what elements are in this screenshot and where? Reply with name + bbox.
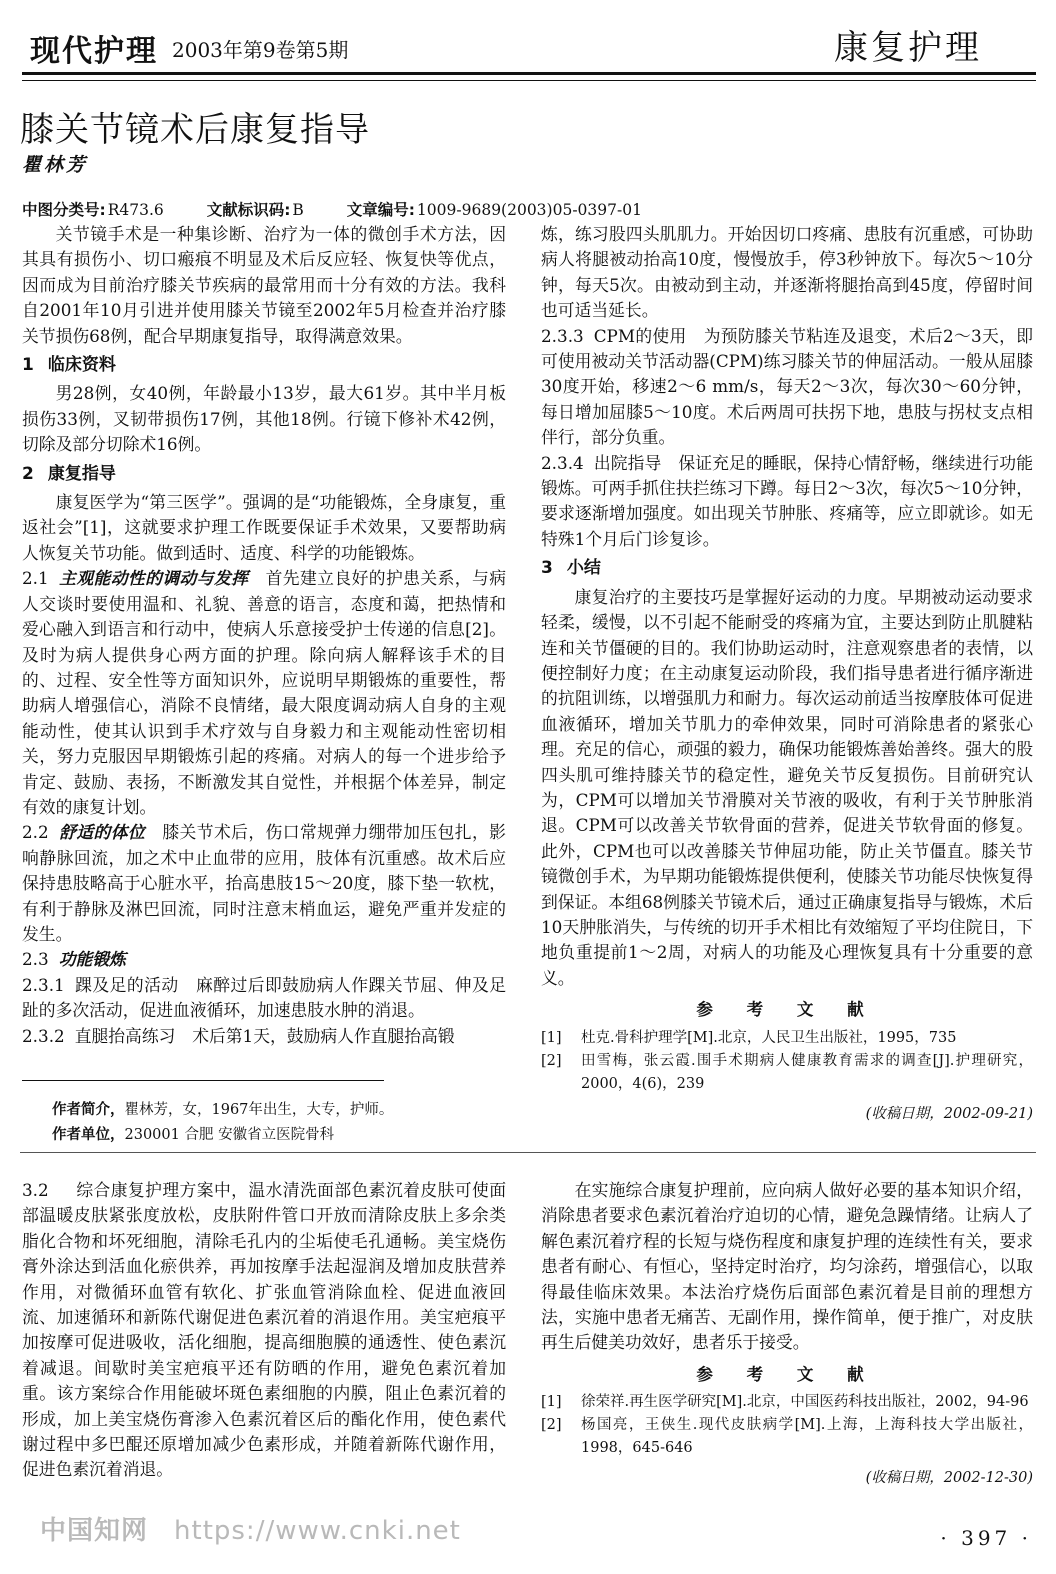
continued-received-date: (收稿日期，2002-12-30) [865,1470,1033,1487]
section-2-3-1-label: 踝及足的活动 [74,974,179,995]
section-2-2-text: 膝关节术后，伤口常规弹力绷带加压包扎，影响静脉回流，加之术中止血带的应用，肢体有沉重感。故术后应保持患肢略高于心脏水平，抬高患肢15～20度，膝下垫一软枕，有利于静脉及淋巴回流，同时注意末梢血运，避免严重并发症的发生。 [22,822,506,944]
author-footnote [52,1098,393,1148]
section-2-1-paragraph [22,566,506,820]
section-2-3-1-paragraph [22,973,506,1024]
section-2-3-number: 2.3 [22,949,49,970]
journal-issue: 2003年第9卷第5期 [172,38,349,62]
watermark-name: 中国知网 [40,1516,149,1546]
author-bio-text: 瞿林芳，女，1967年出生，大专，护师。 [124,1102,394,1118]
section-1-title: 临床资料 [47,355,116,376]
section-2-text: 康复医学为“第三医学”。强调的是“功能锻炼，全身康复，重返社会”[1]，这就要求护理工作既要保证手术效果，又要帮助病人恢复关节功能。做到适时、适度、科学的功能锻炼。 [22,492,506,563]
article-no-label: 文章编号: [346,201,415,219]
article-no-value: 1009-9689(2003)05-0397-01 [416,201,642,219]
section-2-3-2-paragraph [22,1024,506,1049]
reference-text: 徐荣祥.再生医学研究[M].北京，中国医药科技出版社，2002，94-96 [581,1394,1029,1411]
section-2-3-2-text: 术后第1天，鼓励病人作直腿抬高锻 [192,1025,455,1046]
section-name: 康复护理 [834,28,982,68]
section-2-3-1-text: 麻醉过后即鼓励病人作踝关节屈、伸及足趾的多次活动，促进血液循环，加速患肢水肿的消退。 [22,974,506,1021]
article-meta [22,198,642,220]
section-3-2-paragraph [22,1178,506,1483]
continued-right-column [541,1178,1033,1492]
section-2-3-3-paragraph [541,324,1033,451]
section-3-text: 康复治疗的主要技巧是掌握好运动的力度。早期被动运动要求轻柔，缓慢，以不引起不能耐受的疼痛为宜，主要达到防止肌腱粘连和关节僵硬的目的。我们协助运动时，注意观察患者的表情，以便控制好力度；在主动康复运动阶段，我们指导患者进行循序渐进的抗阻训练，以增强肌力和耐力。每次运动前适当按摩肢体可促进血液循环，增加关节肌力的牵伸效果，同时可消除患者的紧张心理。充足的信心，顽强的毅力，确保功能锻炼善始善终。强大的股四头肌可维持膝关节的稳定性，避免关节反复损伤。目前研究认为，CPM可以增加关节滑膜对关节液的吸收，有利于关节肿胀消退。CPM可以改善关节软骨面的营养，促进关节软骨面的修复。此外，CPM也可以改善膝关节伸屈功能，防止关节僵直。膝关节镜微创手术，为早期功能锻炼提供便利，使膝关节功能尽快恢复得到保证。本组68例膝关节镜术后，通过正确康复指导与锻炼，术后10天肿胀消失，与传统的切开手术相比有效缩短了平均住院日，下地负重提前1～2周，对病人的功能及心理恢复具有十分重要的意义。 [541,586,1033,988]
section-2-3-4-paragraph [541,451,1033,553]
section-2-heading [22,462,506,487]
section-1-heading [22,353,506,378]
section-3-heading [541,556,1033,581]
reference-text: 田雪梅，张云霞.围手术期病人健康教育需求的调查[J].护理研究，2000，4(6)，239 [581,1052,1033,1092]
section-3-2-number: 3.2 [22,1180,49,1200]
section-3-title: 小结 [566,558,601,579]
section-2-3-1-number: 2.3.1 [22,974,65,995]
cnki-watermark [40,1510,461,1547]
reference-number: [2] [541,1417,562,1434]
section-2-2-label: 舒适的体位 [58,822,146,843]
section-1-text: 男28例，女40例，年龄最小13岁，最大61岁。其中半月板损伤33例，叉韧带损伤17例，其他18例。行镜下修补术42例，切除及部分切除术16例。 [22,383,506,455]
section-2-3-heading [22,947,506,972]
section-2-3-label: 功能锻炼 [58,949,126,970]
section-2-1-number: 2.1 [22,568,49,589]
section-2-3-2-continued: 炼，练习股四头肌肌力。开始因切口疼痛、患肢有沉重感，可协助病人将腿被动抬高10度，慢慢放手，停3秒钟放下。每次5～10分钟，每天5次。由被动到主动，并逐渐将腿抬高到45度，停留时间也可适当延长。 [541,224,1033,321]
intro-paragraph: 关节镜手术是一种集诊断、治疗为一体的微创手术方法，因其具有损伤小、切口瘢痕不明显及术后反应轻、恢复快等优点，因而成为目前治疗膝关节疾病的最常用而十分有效的方法。我科自2001年10月引进并使用膝关节镜至2002年5月检查并治疗膝关节损伤68例，配合早期康复指导，取得满意效果。 [22,224,506,346]
continued-left-column [22,1178,506,1483]
reference-number: [1] [541,1029,562,1046]
reference-item [541,1414,1033,1460]
reference-text: 杨国亮，王侠生.现代皮肤病学[M].上海，上海科技大学出版社，1998，645-646 [581,1417,1033,1457]
section-2-3-3-label: CPM的使用 [593,325,687,346]
section-3-number: 3 [541,558,553,579]
reference-item [541,1391,1033,1414]
author-unit-text: 230001 合肥 安徽省立医院骨科 [124,1127,335,1143]
article-right-column [541,222,1033,1127]
footnote-rule [22,1080,384,1081]
continued-right-text: 在实施综合康复护理前，应向病人做好必要的基本知识介绍，消除患者要求色素沉着治疗迫切的心情，避免急躁情绪。让病人了解色素沉着疗程的长短与烧伤程度和康复护理的连续性有关，要求患者有耐心、有恒心，坚持定时治疗，均匀涂药，增强信心，以取得最佳临床效果。本法治疗烧伤后面部色素沉着是目前的理想方法，实施中患者无痛苦、无副作用，操作简单，便于推广，对皮肤再生后健美功效好，患者乐于接受。 [541,1180,1033,1353]
page-number: · 397 · [940,1526,1032,1550]
author-unit-label: 作者单位， [52,1127,125,1143]
section-2-2-paragraph [22,820,506,947]
reference-item [541,1050,1033,1096]
section-2-3-3-number: 2.3.3 [541,325,584,346]
clc-value: R473.6 [107,201,164,219]
section-2-3-3-text: 为预防膝关节粘连及退变，术后2～3天，即可使用被动关节活动器(CPM)练习膝关节的伸屈活动。一般从屈膝30度开始，移速2～6 mm/s，每天2～3次，每次30～60分钟，每日增加屈膝5～10度。术后两周可扶拐下地，患肢与拐杖支点相伴行，部分负重。 [541,325,1033,448]
reference-number: [1] [541,1394,562,1411]
reference-item [541,1027,1033,1050]
author-unit [52,1123,393,1148]
section-2-3-4-text: 保证充足的睡眠，保持心情舒畅，继续进行功能锻炼。可两手抓住扶拦练习下蹲。每日2～3次，每次5～10分钟，要求逐渐增加强度。如出现关节肿胀、疼痛等，应立即就诊。如无特殊1个月后门诊复诊。 [541,452,1033,549]
continued-references-title: 参 考 文 献 [696,1364,878,1384]
page-header [22,10,1036,74]
reference-text: 杜克.骨科护理学[M].北京，人民卫生出版社，1995，735 [581,1029,957,1046]
header-rule [22,72,1036,81]
section-2-2-number: 2.2 [22,822,49,843]
doc-code-label: 文献标识码: [206,201,291,219]
author-bio [52,1098,393,1123]
section-1-number: 1 [22,355,34,376]
section-2-3-4-number: 2.3.4 [541,452,584,473]
references-title: 参 考 文 献 [696,1000,878,1020]
clc-label: 中图分类号: [22,201,106,219]
section-2-1-label: 主观能动性的调动与发挥 [58,568,249,589]
watermark-url: https://www.cnki.net [174,1516,461,1546]
reference-number: [2] [541,1052,562,1069]
received-date: (收稿日期，2002-09-21) [865,1105,1033,1122]
section-2-3-2-number: 2.3.2 [22,1025,65,1046]
section-3-2-text: 综合康复护理方案中，温水清洗面部色素沉着皮肤可使面部温暖皮肤紧张度放松，皮肤附件管口开放而清除皮肤上多余类脂化合物和坏死细胞，清除毛孔内的尘垢使毛孔通畅。美宝烧伤膏外涂达到活血化瘀供养，再加按摩手法起湿润及增加皮肤营养作用，对微循环血管有软化、扩张血管消除血栓、促进血液回流、加速循环和新陈代谢促进色素沉着的消退作用。美宝疤痕平加按摩可促进吸收，活化细胞，提高细胞膜的通透性、使色素沉着减退。间歇时美宝疤痕平还有防晒的作用，避免色素沉着加重。该方案综合作用能破坏斑色素细胞的内膜，阻止色素沉着的形成，加上美宝烧伤膏渗入色素沉着区后的酯化作用，使色素代谢过程中多巴醌还原增加减少色素形成，并随着新陈代谢作用，促进色素沉着消退。 [22,1180,506,1480]
article-left-column [22,222,506,1049]
doc-code-value: B [292,201,304,219]
article-divider [20,1152,1036,1153]
journal-name: 现代护理 [30,34,158,69]
author-bio-label: 作者简介， [52,1102,125,1118]
section-2-3-2-label: 直腿抬高练习 [74,1025,176,1046]
section-2-3-4-label: 出院指导 [593,452,662,473]
section-2-number: 2 [22,463,34,484]
article-author: 瞿林芳 [22,154,89,176]
section-2-title: 康复指导 [47,463,116,484]
section-2-1-text: 首先建立良好的护患关系，与病人交谈时要使用温和、礼貌、善意的语言，态度和蔼，把热情和爱心融入到语言和行动中，使病人乐意接受护士传递的信息[2]。及时为病人提供身心两方面的护理。除向病人解释该手术的目的、过程、安全性等方面知识外，应说明早期锻炼的重要性，帮助病人增强信心，消除不良情绪，最大限度调动病人自身的主观能动性，使其认识到手术疗效与自身毅力和主观能动性密切相关，努力克服因早期锻炼引起的疼痛。对病人的每一个进步给予肯定、鼓励、表扬，不断激发其自觉性，并根据个体差异，制定有效的康复计划。 [22,568,506,817]
article-title: 膝关节镜术后康复指导 [20,110,370,150]
